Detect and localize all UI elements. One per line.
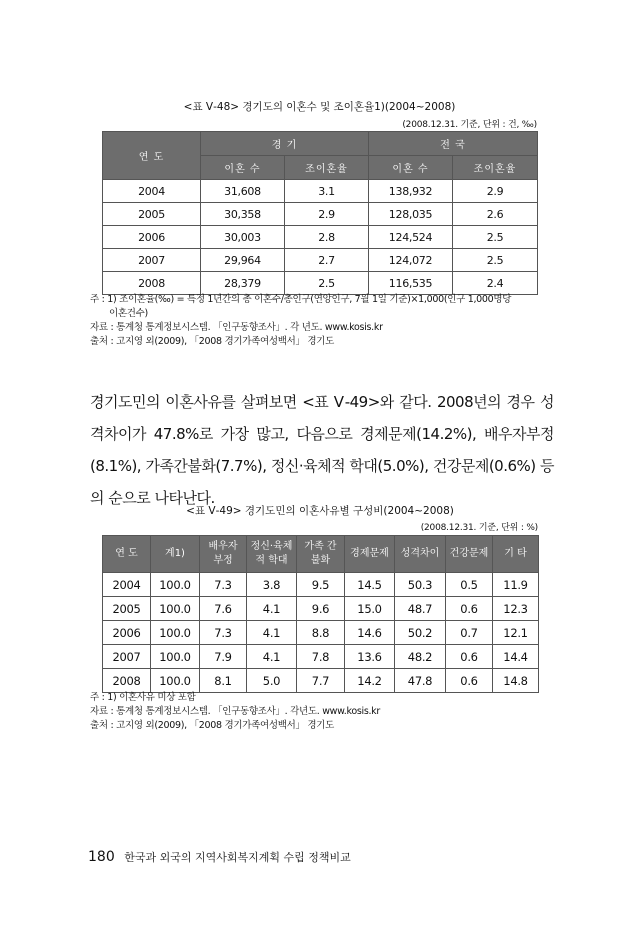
header-national: 전 국 [369,132,538,156]
table2-unit: (2008.12.31. 기준, 단위 : %) [420,523,538,533]
table-cell: 29,964 [201,249,285,272]
table-row [103,621,539,645]
table-cell: 2.6 [453,203,538,226]
table-row [103,597,539,621]
table-cell: 5.0 [247,669,297,693]
table-cell: 3.8 [247,573,297,597]
table2-note-line: 주 : 1) 이혼사유 미상 포함 [90,692,196,703]
table-cell: 2.5 [285,272,369,295]
table-cell: 4.1 [247,621,297,645]
table-cell: 7.6 [200,597,247,621]
table-cell: 9.5 [297,573,345,597]
table-cell: 2.5 [453,226,538,249]
table2-header-cell: 계1) [151,536,200,573]
table-cell: 4.1 [247,645,297,669]
table-cell: 0.6 [446,597,493,621]
table-cell: 0.6 [446,645,493,669]
table-cell: 13.6 [345,645,395,669]
table1-origin-line: 출처 : 고지영 외(2009), 「2008 경기가족여성백서」 경기도 [90,336,335,347]
table-cell: 9.6 [297,597,345,621]
table-cell: 116,535 [369,272,453,295]
table1-body [103,180,538,295]
table1-unit: (2008.12.31. 기준, 단위 : 건, ‰) [402,120,537,130]
table-cell: 0.6 [446,669,493,693]
table-cell: 100.0 [151,669,200,693]
table-cell: 7.3 [200,573,247,597]
table-row [103,249,538,272]
table-cell: 47.8 [395,669,446,693]
table-cell: 124,072 [369,249,453,272]
table-cell: 2007 [103,249,201,272]
table-cell: 2008 [103,669,151,693]
table2-header-cell: 경제문제 [345,536,395,573]
table-row [103,180,538,203]
table-cell: 12.3 [493,597,539,621]
table2-header-cell: 정신·육체 적 학대 [247,536,297,573]
table-cell: 14.6 [345,621,395,645]
table1-note-line: 주 : 1) 조이혼율(‰) = 특정 1년간의 총 이혼수/총인구(연앙인구, 7월 1일 기준)×1,000(인구 1,000명당 [90,294,512,305]
table-cell: 8.8 [297,621,345,645]
table-cell: 138,932 [369,180,453,203]
table-cell: 100.0 [151,573,200,597]
table-cell: 2004 [103,180,201,203]
table-cell: 30,358 [201,203,285,226]
table-cell: 50.3 [395,573,446,597]
table-cell: 15.0 [345,597,395,621]
table-cell: 2.7 [285,249,369,272]
table1-caption: <표 Ⅴ-48> 경기도의 이혼수 및 조이혼율1)(2004~2008) [183,101,456,113]
table-row [103,226,538,249]
table-cell: 2007 [103,645,151,669]
table2-origin-line: 출처 : 고지영 외(2009), 「2008 경기가족여성백서」 경기도 [90,720,335,731]
divorce-count-table [102,131,538,295]
table-cell: 0.7 [446,621,493,645]
table2-caption: <표 Ⅴ-49> 경기도민의 이혼사유별 구성비(2004~2008) [186,505,454,517]
table-cell: 100.0 [151,645,200,669]
page-footer [88,849,351,865]
divorce-reasons-table [102,535,539,693]
table2-header-cell: 기 타 [493,536,539,573]
table-cell: 2006 [103,226,201,249]
table1-notes [90,293,511,349]
table2-notes [90,691,380,733]
table-row [103,203,538,226]
table-cell: 2.5 [453,249,538,272]
table-cell: 14.2 [345,669,395,693]
body-paragraph: 경기도민의 이혼사유를 살펴보면 <표 Ⅴ-49>와 같다. 2008년의 경우 성격차이가 47.8%로 가장 많고, 다음으로 경제문제(14.2%), 배우자부정(8.1%), 가족간불화(7.7%), 정신·육체적 학대(5.0%), 건강문제(0.6%) 등의 순으로 나타난다. [90,393,554,507]
table2-header-cell: 연 도 [103,536,151,573]
table-cell: 100.0 [151,597,200,621]
table-cell: 7.7 [297,669,345,693]
table-row [103,645,539,669]
table-cell: 2005 [103,597,151,621]
table-cell: 14.8 [493,669,539,693]
table-row [103,573,539,597]
table-cell: 30,003 [201,226,285,249]
table-cell: 2006 [103,621,151,645]
table-cell: 2.8 [285,226,369,249]
table1-source-line: 자료 : 통계청 통계정보시스템. 「인구동향조사」. 각 년도. www.kosis.kr [90,322,383,333]
table-cell: 0.5 [446,573,493,597]
table-cell: 14.4 [493,645,539,669]
table-cell: 28,379 [201,272,285,295]
table-cell: 2005 [103,203,201,226]
header-gyeonggi-divorces: 이혼 수 [201,156,285,180]
table-cell: 48.7 [395,597,446,621]
table2-header-row [103,536,539,573]
table-row [103,272,538,295]
header-year: 연 도 [103,132,201,180]
table2-source-line: 자료 : 통계청 통계정보시스템. 「인구동향조사」. 각년도. www.kosis.kr [90,706,380,717]
table-cell: 11.9 [493,573,539,597]
table-cell: 2.9 [453,180,538,203]
table2-header-cell: 건강문제 [446,536,493,573]
footer-title: 한국과 외국의 지역사회복지계획 수립 정책비교 [124,851,351,864]
table-cell: 12.1 [493,621,539,645]
table-cell: 7.9 [200,645,247,669]
header-gyeonggi-rate: 조이혼율 [285,156,369,180]
table2-header-cell: 성격차이 [395,536,446,573]
table-cell: 50.2 [395,621,446,645]
table2-header-cell: 배우자 부정 [200,536,247,573]
table-cell: 2004 [103,573,151,597]
table1-note-line: 이혼건수) [90,308,148,319]
header-national-rate: 조이혼율 [453,156,538,180]
table-cell: 2.9 [285,203,369,226]
header-gyeonggi: 경 기 [201,132,369,156]
page-number: 180 [88,849,115,865]
table-cell: 8.1 [200,669,247,693]
table-cell: 7.3 [200,621,247,645]
table-cell: 2.4 [453,272,538,295]
table-row [103,669,539,693]
table-cell: 128,035 [369,203,453,226]
table2-header-cell: 가족 간 불화 [297,536,345,573]
table2-body [103,573,539,693]
table-cell: 3.1 [285,180,369,203]
table-cell: 48.2 [395,645,446,669]
table-cell: 7.8 [297,645,345,669]
table-cell: 31,608 [201,180,285,203]
table-cell: 4.1 [247,597,297,621]
header-national-divorces: 이혼 수 [369,156,453,180]
table-cell: 2008 [103,272,201,295]
table-cell: 14.5 [345,573,395,597]
table-cell: 124,524 [369,226,453,249]
table-cell: 100.0 [151,621,200,645]
